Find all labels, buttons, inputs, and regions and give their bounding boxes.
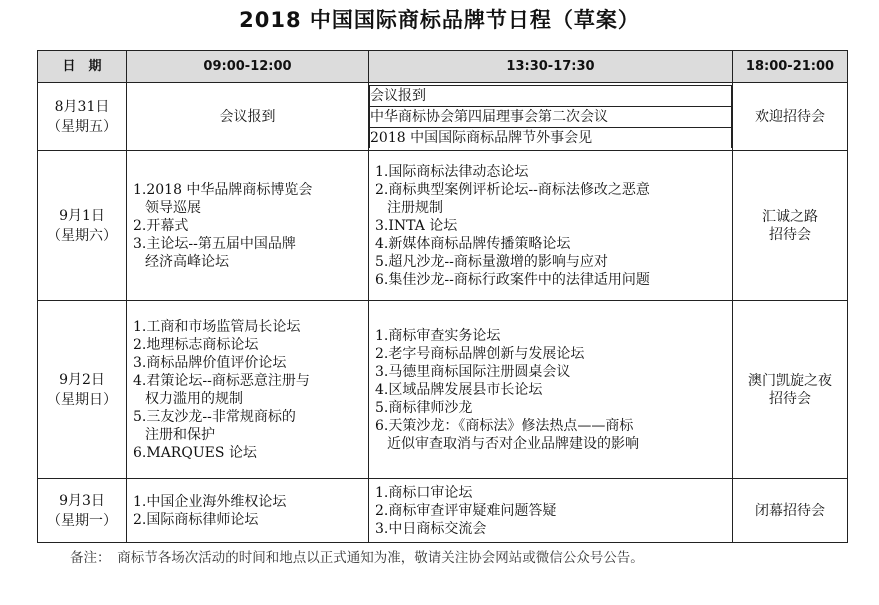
date-cell (38, 479, 127, 543)
date-label: 9月3日 (59, 492, 105, 509)
afternoon-item: 注册规制 (387, 199, 443, 216)
morning-item: 3.主论坛--第五届中国品牌 (133, 235, 296, 252)
afternoon-item: 2018 中国国际商标品牌节外事会见 (370, 128, 732, 149)
morning-item: 6.MARQUES 论坛 (133, 444, 257, 461)
morning-cell (127, 479, 369, 543)
afternoon-item: 2.老字号商标品牌创新与发展论坛 (375, 345, 585, 362)
date-label: 9月2日 (59, 371, 105, 388)
morning-item: 领导巡展 (145, 199, 201, 216)
weekday-label: （星期六） (47, 227, 117, 244)
schedule-table (37, 50, 848, 543)
morning-item: 1.2018 中华品牌商标博览会 (133, 181, 313, 198)
morning-item: 2.地理标志商标论坛 (133, 336, 259, 353)
afternoon-item: 3.中日商标交流会 (375, 520, 487, 537)
date-cell (38, 151, 127, 301)
date-cell (38, 83, 127, 151)
weekday-label: （星期一） (47, 512, 117, 529)
morning-item: 1.中国企业海外维权论坛 (133, 493, 287, 510)
afternoon-item: 6.天策沙龙：《商标法》修法热点——商标 (375, 417, 634, 434)
evening-cell (733, 83, 848, 151)
day-row (38, 301, 848, 479)
afternoon-cell (369, 151, 733, 301)
afternoon-item: 1.国际商标法律动态论坛 (375, 163, 529, 180)
evening-cell (733, 301, 848, 479)
page-title: 2018 中国国际商标品牌节日程（草案） (239, 8, 640, 32)
afternoon-item: 5.超凡沙龙--商标量激增的影响与应对 (375, 253, 608, 270)
day-row (38, 151, 848, 301)
morning-item: 会议报到 (219, 108, 276, 125)
date-cell (38, 301, 127, 479)
evening-item: 招待会 (769, 390, 811, 407)
afternoon-item: 3.INTA 论坛 (375, 217, 458, 234)
morning-item: 3.商标品牌价值评价论坛 (133, 354, 287, 371)
date-label: 8月31日 (54, 98, 110, 115)
morning-item: 5.三友沙龙--非常规商标的 (133, 408, 296, 425)
afternoon-cell (369, 83, 733, 151)
morning-item: 2.国际商标律师论坛 (133, 511, 259, 528)
morning-item: 权力滥用的规制 (145, 390, 243, 407)
footnote: 备注： 商标节各场次活动的时间和地点以正式通知为准，敬请关注协会网站或微信公众号公告。 (70, 550, 644, 566)
header-morning: 09:00-12:00 (127, 51, 369, 83)
afternoon-cell (369, 479, 733, 543)
weekday-label: （星期五） (47, 118, 117, 135)
header-afternoon: 13:30-17:30 (369, 51, 733, 83)
afternoon-cell (369, 301, 733, 479)
morning-item: 经济高峰论坛 (145, 253, 229, 270)
afternoon-item: 近似审查取消与否对企业品牌建设的影响 (387, 435, 639, 452)
morning-item: 1.工商和市场监管局长论坛 (133, 318, 301, 335)
evening-item: 招待会 (769, 226, 811, 243)
afternoon-item: 4.区域品牌发展县市长论坛 (375, 381, 543, 398)
afternoon-item: 1.商标审查实务论坛 (375, 327, 501, 344)
morning-item: 2.开幕式 (133, 217, 189, 234)
morning-item: 注册和保护 (145, 426, 215, 443)
afternoon-item: 3.马德里商标国际注册圆桌会议 (375, 363, 571, 380)
evening-item: 闭幕招待会 (755, 502, 825, 519)
afternoon-item: 会议报到 (370, 86, 732, 107)
morning-cell (127, 301, 369, 479)
evening-item: 汇诚之路 (762, 208, 818, 225)
weekday-label: （星期日） (47, 391, 117, 408)
evening-item: 欢迎招待会 (755, 108, 825, 125)
morning-cell (127, 151, 369, 301)
afternoon-item: 1.商标口审论坛 (375, 484, 473, 501)
morning-item: 4.君策论坛--商标恶意注册与 (133, 372, 310, 389)
afternoon-item: 5.商标律师沙龙 (375, 399, 473, 416)
date-label: 9月1日 (59, 207, 105, 224)
afternoon-item: 2.商标审查评审疑难问题答疑 (375, 502, 557, 519)
afternoon-item: 4.新媒体商标品牌传播策略论坛 (375, 235, 571, 252)
evening-cell (733, 479, 848, 543)
evening-cell (733, 151, 848, 301)
evening-item: 澳门凯旋之夜 (748, 372, 832, 389)
day-row (38, 83, 848, 151)
morning-cell (127, 83, 369, 151)
afternoon-item: 2.商标典型案例评析论坛--商标法修改之恶意 (375, 181, 650, 198)
afternoon-item: 中华商标协会第四届理事会第二次会议 (370, 107, 732, 128)
header-evening: 18:00-21:00 (733, 51, 848, 83)
header-date: 日 期 (38, 51, 127, 83)
day-row (38, 479, 848, 543)
afternoon-item: 6.集佳沙龙--商标行政案件中的法律适用问题 (375, 271, 650, 288)
header-row (38, 51, 848, 83)
